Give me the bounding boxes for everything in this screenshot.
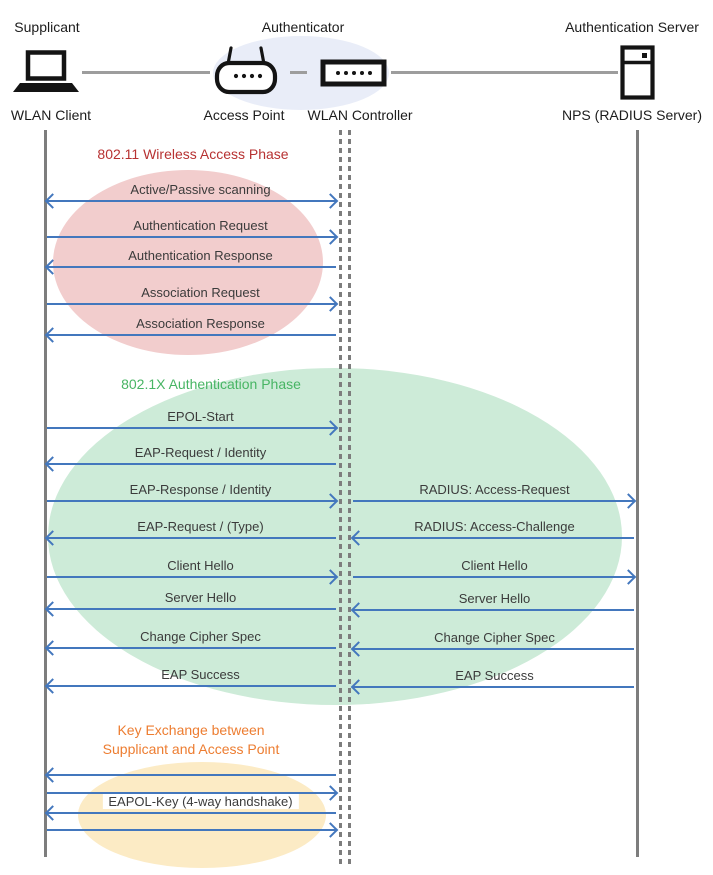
- message-label: Server Hello: [458, 591, 531, 606]
- message-line: [353, 500, 634, 503]
- message-line: [47, 500, 336, 503]
- phase-title-80211-wireless-access: 802.11 Wireless Access Phase: [97, 146, 289, 162]
- message-label: EAP Success: [455, 668, 534, 683]
- message-line: [47, 537, 336, 540]
- message-line: [47, 463, 336, 466]
- arrowhead-right-icon: [323, 296, 339, 312]
- message-label: Change Cipher Spec: [434, 630, 555, 645]
- message-line: [47, 200, 336, 203]
- arrowhead-right-icon: [323, 785, 339, 801]
- message-line: [47, 266, 336, 269]
- node-label-access-point: Access Point: [203, 107, 285, 123]
- arrowhead-right-icon: [323, 569, 339, 585]
- node-label-wlan-controller: WLAN Controller: [307, 107, 413, 123]
- message-label: Client Hello: [167, 558, 234, 573]
- arrowhead-right-icon: [621, 569, 637, 585]
- phase-title-key-exchange-line1: Key Exchange between: [117, 722, 265, 738]
- arrowhead-right-icon: [323, 493, 339, 509]
- message-line: [47, 427, 336, 430]
- node-label-wlan-client: WLAN Client: [10, 107, 92, 123]
- message-line: [353, 537, 634, 540]
- message-line: [47, 685, 336, 688]
- message-label: Client Hello: [461, 558, 528, 573]
- message-label: EAP Success: [161, 667, 240, 682]
- arrowhead-left-icon: [45, 259, 61, 275]
- role-label-authentication-server: Authentication Server: [565, 19, 699, 35]
- arrowhead-left-icon: [45, 456, 61, 472]
- arrowhead-right-icon: [323, 229, 339, 245]
- message-label: Change Cipher Spec: [140, 629, 261, 644]
- arrowhead-left-icon: [351, 641, 367, 657]
- arrowhead-right-icon: [323, 822, 339, 838]
- message-label: Active/Passive scanning: [130, 182, 271, 197]
- message-line: [353, 576, 634, 579]
- arrowhead-left-icon: [45, 805, 61, 821]
- arrowhead-left-icon: [45, 530, 61, 546]
- phase-title-8021x-authentication: 802.1X Authentication Phase: [121, 376, 301, 392]
- message-line: [47, 608, 336, 611]
- message-label: EAPOL-Key (4-way handshake): [102, 794, 298, 809]
- message-label: Association Response: [136, 316, 265, 331]
- message-label: Association Request: [141, 285, 260, 300]
- phase-title-key-exchange-line2: Supplicant and Access Point: [102, 741, 280, 757]
- message-label: Authentication Request: [133, 218, 268, 233]
- message-label: EAP-Response / Identity: [129, 482, 272, 497]
- message-line: [47, 774, 336, 777]
- message-label: EAP-Request / Identity: [134, 445, 267, 460]
- message-label: RADIUS: Access-Request: [419, 482, 570, 497]
- arrowhead-left-icon: [45, 601, 61, 617]
- message-line: [353, 609, 634, 612]
- arrowhead-left-icon: [351, 679, 367, 695]
- arrowhead-right-icon: [323, 193, 339, 209]
- arrowhead-left-icon: [45, 193, 61, 209]
- message-line: [353, 686, 634, 689]
- role-label-authenticator: Authenticator: [261, 19, 345, 35]
- role-label-supplicant: Supplicant: [14, 19, 80, 35]
- message-label: RADIUS: Access-Challenge: [414, 519, 575, 534]
- message-label: EPOL-Start: [167, 409, 234, 424]
- arrowhead-left-icon: [45, 327, 61, 343]
- message-line: [353, 648, 634, 651]
- arrowhead-left-icon: [45, 767, 61, 783]
- arrowhead-left-icon: [45, 640, 61, 656]
- message-label: Server Hello: [164, 590, 237, 605]
- node-label-nps-radius-server: NPS (RADIUS Server): [561, 107, 703, 123]
- arrowhead-left-icon: [351, 602, 367, 618]
- arrowhead-left-icon: [351, 530, 367, 546]
- message-line: [47, 647, 336, 650]
- arrowhead-right-icon: [323, 420, 339, 436]
- message-line: [47, 829, 336, 832]
- message-line: [47, 576, 336, 579]
- message-label: EAP-Request / (Type): [137, 519, 264, 534]
- message-line: [47, 334, 336, 337]
- message-line: [47, 303, 336, 306]
- arrowhead-right-icon: [621, 493, 637, 509]
- message-label: Authentication Response: [128, 248, 273, 263]
- arrowhead-left-icon: [45, 678, 61, 694]
- message-line: [47, 812, 336, 815]
- message-line: [47, 236, 336, 239]
